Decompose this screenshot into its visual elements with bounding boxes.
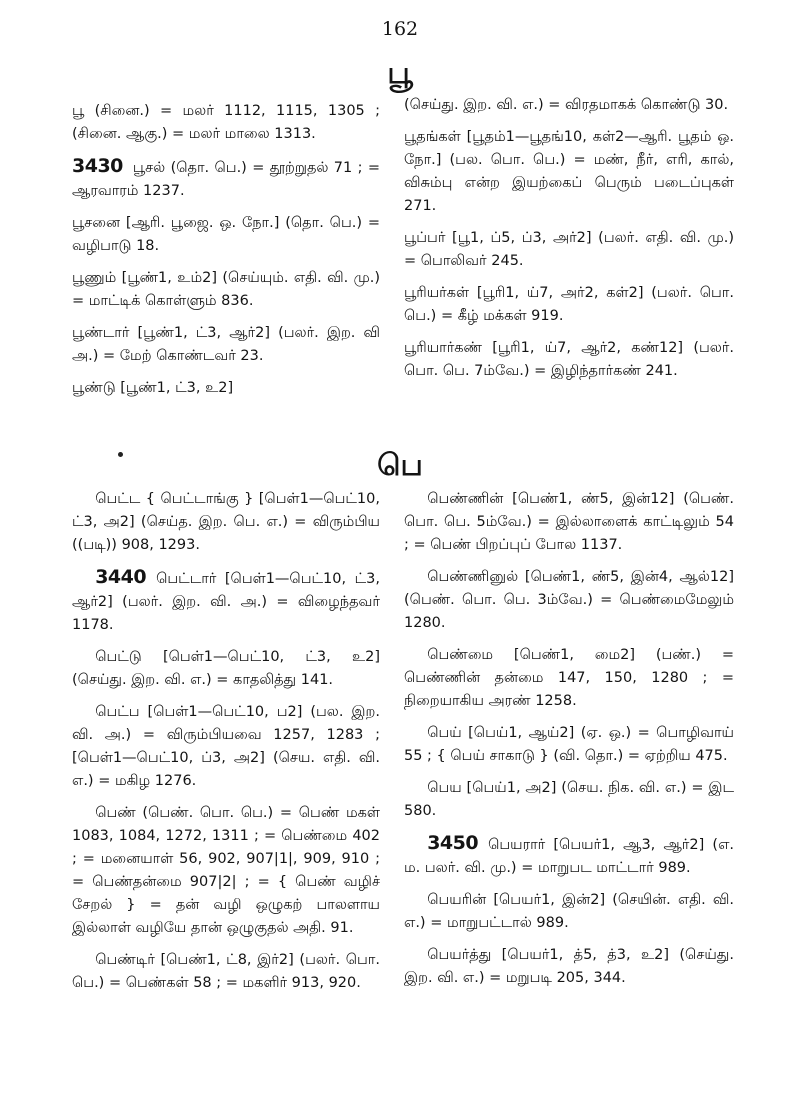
entry-text: பூண்டு [பூண்1, ட்3, உ2]	[72, 380, 234, 396]
section-2-left-column	[72, 488, 380, 1004]
entry-text: பூதங்கள் [பூதம்1—பூதங்10, கள்2—ஆரி. பூதம் ஒ. நோ.] (பல. பொ. பெ.) = மண், நீர், எரி, கால், விசும்பு என்ற இயற்கைப் பெரும் படைப்புகள் 271.	[404, 129, 734, 214]
entry-text: பெண்மை [பெண்1, மை2] (பண்.) = பெண்ணின் தன்மை 147, 150, 1280 ; = நிறையாகிய அரண் 1258.	[404, 647, 734, 709]
dictionary-entry	[72, 212, 380, 258]
dictionary-entry	[72, 566, 380, 637]
entry-text: பெட்டு [பெள்1—பெட்10, ட்3, உ2] (செய்து. இற. வி. எ.) = காதலித்து 141.	[72, 649, 380, 688]
entry-number: 3450	[427, 832, 479, 854]
dictionary-entry	[72, 802, 380, 940]
entry-text: பெண் (பெண். பொ. பெ.) = பெண் மகள் 1083, 1084, 1272, 1311 ; = பெண்மை 402 ; = மனையாள் 56, 902, 907|1|, 909, 910 ; = பெண்தன்மை 907|2| ; = { பெண் வழிச் சேறல் } = தன் வழி ஒழுகற் பாலளாய இல்லாள் வழியே தான் ஒழுகுதல் அதி. 91.	[72, 805, 380, 936]
section-heading-pe: பெ	[377, 448, 423, 483]
dictionary-entry	[404, 777, 734, 823]
page-number: 162	[381, 18, 419, 40]
dictionary-entry	[404, 488, 734, 557]
dictionary-entry	[72, 646, 380, 692]
dictionary-entry	[404, 832, 734, 880]
dictionary-entry	[404, 889, 734, 935]
dictionary-entry	[72, 949, 380, 995]
entry-text: பூ (சினை.) = மலர் 1112, 1115, 1305 ; (சினை. ஆகு.) = மலர் மாலை 1313.	[72, 103, 380, 142]
entry-number: 3430	[72, 155, 123, 177]
entry-number: 3440	[95, 566, 147, 588]
entry-text: பூரியார்கண் [பூரி1, ய்7, ஆர்2, கண்12] (பலர். பொ. பெ. 7ம்வே.) = இழிந்தார்கண் 241.	[404, 340, 734, 379]
dictionary-entry	[404, 722, 734, 768]
dictionary-entry	[72, 701, 380, 793]
dictionary-entry	[72, 488, 380, 557]
section-1-right-column	[404, 94, 734, 392]
entry-text: பெயர்த்து [பெயர்1, த்5, த்3, உ2] (செய்து. இற. வி. எ.) = மறுபடி 205, 344.	[404, 947, 734, 986]
entry-text: பெயரின் [பெயர்1, இன்2] (செயின். எதி. வி. எ.) = மாறுபட்டால் 989.	[404, 892, 734, 931]
dictionary-entry	[404, 94, 734, 117]
dictionary-entry	[404, 566, 734, 635]
entry-text: பெட்ட { பெட்டாங்கு } [பெள்1—பெட்10, ட்3, அ2] (செய்த. இற. பெ. எ.) = விரும்பிய ((படி)) 908, 1293.	[72, 491, 380, 553]
dictionary-entry	[404, 282, 734, 328]
entry-text: பூசல் (தொ. பெ.) = தூற்றுதல் 71 ; = ஆரவாரம் 1237.	[72, 160, 380, 199]
entry-text: பெயரார் [பெயர்1, ஆ3, ஆர்2] (எ. ம. பலர். வி. மு.) = மாறுபட மாட்டார் 989.	[404, 837, 734, 876]
section-2-right-column	[404, 488, 734, 999]
entry-text: பூரியர்கள் [பூரி1, ய்7, அர்2, கள்2] (பலர். பொ. பெ.) = கீழ் மக்கள் 919.	[404, 285, 734, 324]
dictionary-entry	[72, 322, 380, 368]
section-1-left-column	[72, 100, 380, 409]
dictionary-entry	[72, 377, 380, 400]
section-heading-poo: பூ	[387, 56, 413, 91]
entry-text: பூண்டார் [பூண்1, ட்3, ஆர்2] (பலர். இற. வி அ.) = மேற் கொண்டவர் 23.	[72, 325, 380, 364]
entry-text: பெண்ணினுல் [பெண்1, ண்5, இன்4, ஆல்12] (பெண். பொ. பெ. 3ம்வே.) = பெண்மைமேலும் 1280.	[404, 569, 734, 631]
entry-text: பெண்ணின் [பெண்1, ண்5, இன்12] (பெண். பொ. பெ. 5ம்வே.) = இல்லாளைக் காட்டிலும் 54 ; = பெண் பிறப்புப் போல 1137.	[404, 491, 734, 553]
entry-text: பூணும் [பூண்1, உம்2] (செய்யும். எதி. வி. மு.) = மாட்டிக் கொள்ளும் 836.	[72, 270, 380, 309]
entry-text: பூசனை [ஆரி. பூஜை. ஒ. நோ.] (தொ. பெ.) = வழிபாடு 18.	[72, 215, 380, 254]
dictionary-entry	[404, 227, 734, 273]
dictionary-entry	[404, 126, 734, 218]
dictionary-entry	[404, 337, 734, 383]
entry-text: பூப்பர் [பூ1, ப்5, ப்3, அர்2] (பலர். எதி. வி. மு.) = பொலிவர் 245.	[404, 230, 734, 269]
dictionary-entry	[404, 944, 734, 990]
dictionary-entry	[404, 644, 734, 713]
entry-text: பெண்டிர் [பெண்1, ட்8, இர்2] (பலர். பொ. பெ.) = பெண்கள் 58 ; = மகளிர் 913, 920.	[72, 952, 380, 991]
dictionary-entry	[72, 267, 380, 313]
entry-text: பெய் [பெய்1, ஆய்2] (ஏ. ஒ.) = பொழிவாய் 55 ; { பெய் சாகாடு } (வி. தொ.) = ஏற்றிய 475.	[404, 725, 734, 764]
entry-text: பெய [பெய்1, அ2] (செய. நிக. வி. எ.) = இட 580.	[404, 780, 734, 819]
entry-text: (செய்து. இற. வி. எ.) = விரதமாகக் கொண்டு 30.	[404, 97, 729, 113]
entry-text: பெட்டார் [பெள்1—பெட்10, ட்3, ஆர்2] (பலர். இற. வி. அ.) = விழைந்தவர் 1178.	[72, 571, 380, 633]
entry-text: பெட்ப [பெள்1—பெட்10, ப2] (பல. இற. வி. அ.) = விரும்பியவை 1257, 1283 ; [பெள்1—பெட்10, ப்3, அ2] (செய. எதி. வி. எ.) = மகிழ 1276.	[72, 704, 380, 789]
dictionary-entry	[72, 100, 380, 146]
dictionary-entry	[72, 155, 380, 203]
